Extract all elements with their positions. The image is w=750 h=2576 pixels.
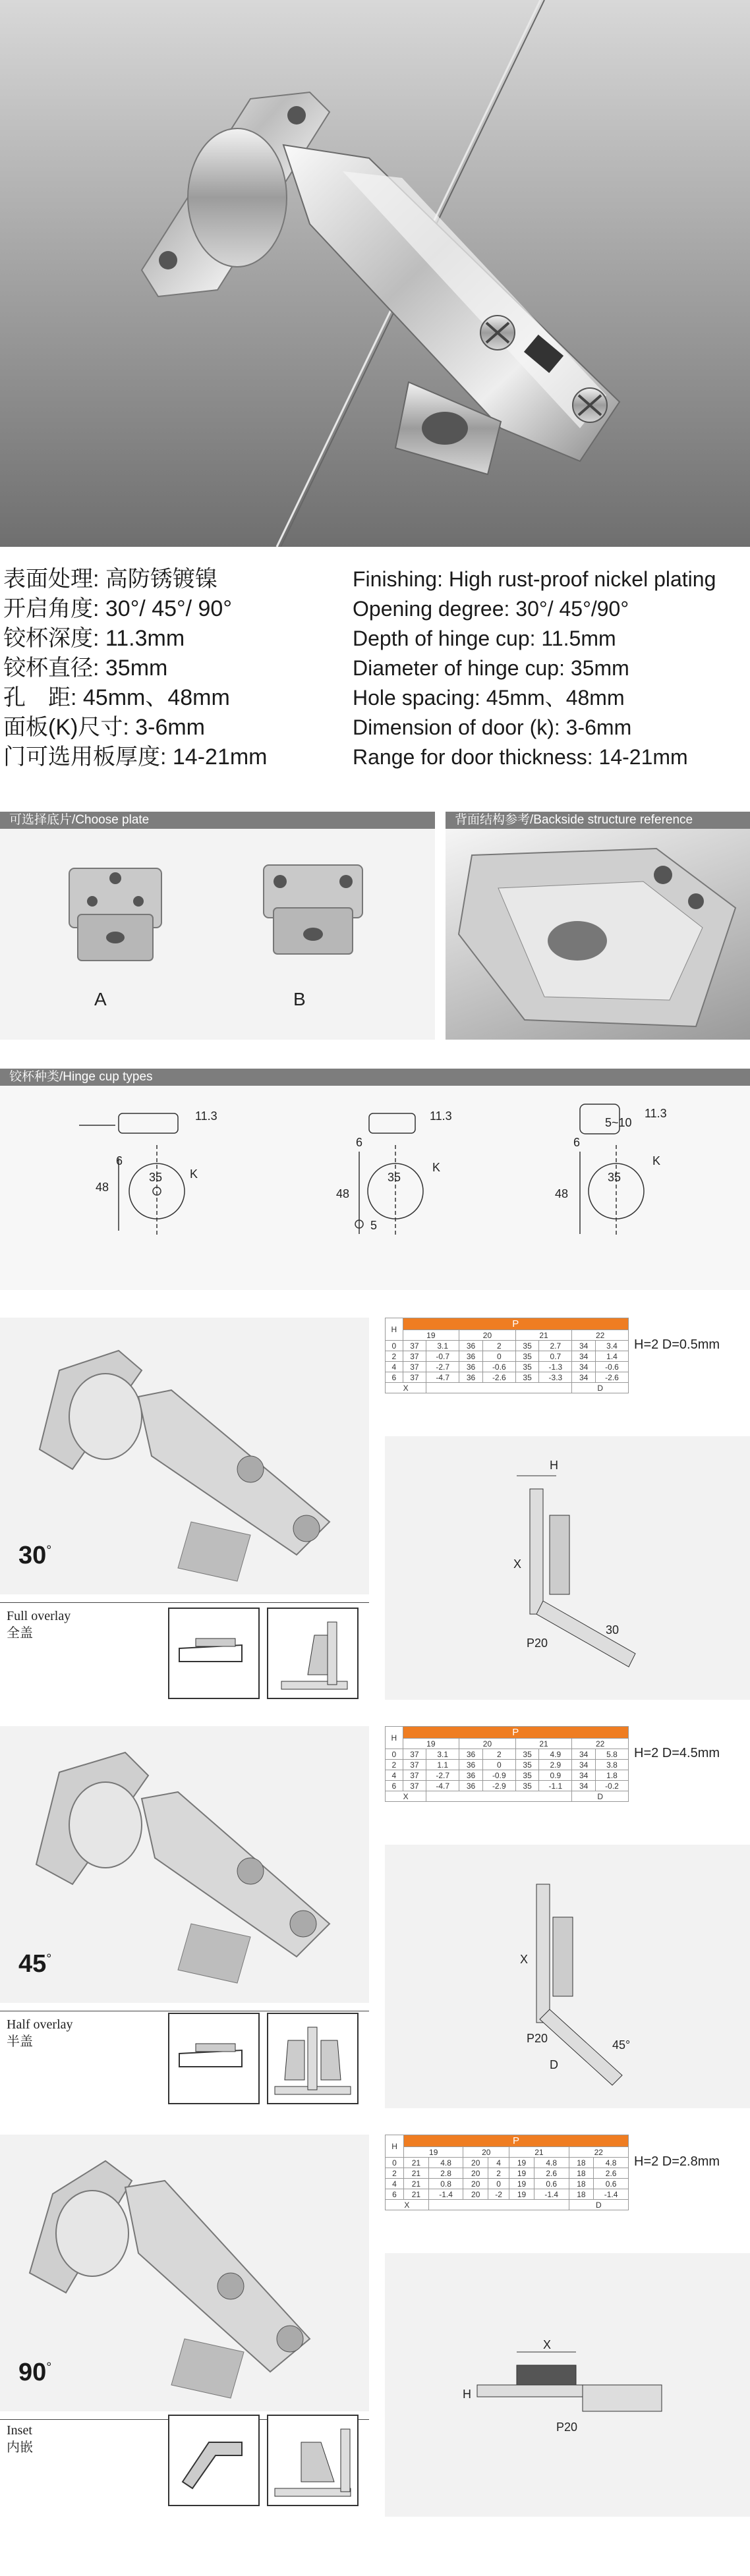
table-row: 0 21 4.8 20 4 19 4.8 18 4.8	[386, 2158, 629, 2168]
install-drawing-45	[385, 1845, 750, 2108]
section-bar-backside: 背面结构参考/Backside structure reference	[446, 812, 750, 829]
plate-illustrations	[0, 829, 435, 1040]
section-bar-choose-plate: 可选择底片/Choose plate	[0, 812, 435, 829]
th-d: D	[569, 2200, 628, 2210]
dim-35-b: 35	[388, 1171, 401, 1184]
overlay-diagram-1	[168, 1608, 260, 1699]
th-h: H	[386, 1727, 403, 1749]
dim-6-c: 6	[573, 1136, 581, 1149]
dim-48-a: 48	[96, 1181, 109, 1194]
divider	[0, 1602, 369, 1603]
th-h: H	[386, 2135, 404, 2158]
hinge-90-illustration	[0, 2135, 369, 2411]
table-row: 0 37 3.1 36 2 35 4.9 34 5.8	[386, 1749, 629, 1760]
table-row: 4 37 -2.7 36 -0.9 35 0.9 34 1.8	[386, 1770, 629, 1781]
svg-text:30: 30	[606, 1623, 620, 1637]
install-drawing-90-svg	[385, 2253, 750, 2517]
th-x: X	[386, 1791, 426, 1802]
angle-90-label: 90°	[18, 2359, 52, 2386]
dim-11-3-b: 11.3	[430, 1109, 452, 1123]
spec-en-line: Finishing: High rust-proof nickel plating	[353, 567, 716, 591]
table-row: 6 37 -4.7 36 -2.9 35 -1.1 34 -0.2	[386, 1781, 629, 1791]
dim-11-3-c: 11.3	[645, 1107, 667, 1120]
th-p: P	[403, 1727, 628, 1739]
hinge-hero-illustration	[0, 0, 750, 547]
hd-note-45: H=2 D=4.5mm	[634, 1746, 720, 1760]
th-d: D	[572, 1383, 629, 1393]
table-row: 2 21 2.8 20 2 19 2.6 18 2.6	[386, 2168, 629, 2179]
svg-text:X: X	[543, 2338, 552, 2351]
overlay-diagram-2	[267, 2415, 359, 2506]
install-drawing-45-svg	[385, 1845, 750, 2108]
p-table-90: H P 19 20 21 22 0 21 4.8 20 4 19 4.8 18 4.8 2 21 2.8 20 2 19 2.6 18 2.6 4 21 0.8 20 0 19 0.6 18 0.6 6 21 -1.4 20 -2 19 -1.4 18 -1.4 X D	[385, 2135, 629, 2210]
overlay-cn: 半盖	[7, 2034, 33, 2049]
p-table-45: H P 19 20 21 22 0 37 3.1 36 2 35 4.9 34 5.8 2 37 1.1 36 0 35 2.9 34 3.8 4 37 -2.7 36 -0.9 35 0.9 34 1.8 6 37 -4.7 36 -2.9 35 -1.1 34 -0.2 X D	[385, 1726, 629, 1802]
spec-cn-line: 门可选用板厚度: 14-21mm	[3, 744, 268, 770]
cup-type-1	[79, 1113, 185, 1237]
svg-text:H: H	[550, 1459, 558, 1472]
p-table-30: H P 19 20 21 22 0 37 3.1 36 2 35 2.7 34 3.4 2 37 -0.7 36 0 35 0.7 34 1.4 4 37 -2.7 36 -0.6 35 -1.3 34 -0.6 6 37 -4.7 36 -2.6 35 -3.3 34 -2.6 X D	[385, 1318, 629, 1393]
cup-types-panel	[0, 1086, 750, 1290]
overlay-en: Full overlay	[7, 1609, 71, 1623]
specs-english	[353, 565, 748, 782]
hero-product-photo	[0, 0, 750, 547]
dim-k-b: K	[432, 1161, 441, 1174]
plate-a-icon	[69, 868, 161, 961]
spec-cn-line: 铰杯直径: 35mm	[3, 656, 168, 681]
spec-en-line: Opening degree: 30°/ 45°/90°	[353, 597, 629, 621]
model-90-table-area	[385, 2135, 629, 2253]
spec-cn-line: 表面处理: 高防锈镀镍	[3, 567, 217, 592]
table-row: 0 37 3.1 36 2 35 2.7 34 3.4	[386, 1341, 629, 1351]
th-x: X	[386, 2200, 429, 2210]
spec-en-line: Range for door thickness: 14-21mm	[353, 745, 688, 769]
overlay-diagram-2	[267, 2013, 359, 2104]
svg-text:P20: P20	[527, 2032, 548, 2045]
hd-note-30: H=2 D=0.5mm	[634, 1337, 720, 1352]
overlay-cn: 全盖	[7, 1626, 33, 1640]
overlay-cn: 内嵌	[7, 2440, 33, 2455]
th-d: D	[572, 1791, 629, 1802]
dim-48-c: 48	[555, 1187, 569, 1200]
plate-b-label: B	[293, 989, 306, 1009]
dim-11-3-a: 11.3	[195, 1109, 217, 1123]
spec-en-line: Hole spacing: 45mm、48mm	[353, 686, 625, 710]
th-p: P	[403, 1318, 628, 1330]
th-h: H	[386, 1318, 403, 1341]
model-90-photo	[0, 2135, 369, 2411]
install-drawing-30-svg	[385, 1436, 750, 1700]
dim-5-10-c: 5~10	[605, 1116, 632, 1129]
hinge-30-illustration	[0, 1318, 369, 1594]
dim-k-a: K	[190, 1167, 198, 1181]
dim-48-b: 48	[336, 1187, 350, 1200]
spec-en-line: Diameter of hinge cup: 35mm	[353, 656, 629, 680]
svg-text:P20: P20	[527, 1637, 548, 1650]
section-bar-cup-types: 铰杯种类/Hinge cup types	[0, 1069, 750, 1086]
choose-plate-panel	[0, 829, 435, 1040]
overlay-en: Half overlay	[7, 2017, 73, 2032]
model-30-photo	[0, 1318, 369, 1594]
spec-cn-line: 开启角度: 30°/ 45°/ 90°	[3, 596, 232, 621]
backside-photo	[446, 829, 750, 1040]
table-row: 2 37 -0.7 36 0 35 0.7 34 1.4	[386, 1351, 629, 1362]
dim-5-b: 5	[370, 1219, 378, 1232]
plate-b-icon	[264, 865, 362, 954]
overlay-type-30	[7, 1608, 71, 1642]
spec-cn-line: 孔 距: 45mm、48mm	[3, 685, 230, 710]
svg-text:P20: P20	[556, 2421, 578, 2434]
table-row: 4 21 0.8 20 0 19 0.6 18 0.6	[386, 2179, 629, 2189]
th-p: P	[404, 2135, 629, 2147]
spec-en-line: Depth of hinge cup: 11.5mm	[353, 627, 616, 650]
model-45-table-area	[385, 1726, 629, 1845]
svg-text:D: D	[550, 2058, 558, 2071]
table-row: 6 37 -4.7 36 -2.6 35 -3.3 34 -2.6	[386, 1372, 629, 1383]
dim-k-c: K	[652, 1154, 661, 1167]
model-45-photo	[0, 1726, 369, 2003]
overlay-type-90	[7, 2422, 33, 2456]
model-30-table-area	[385, 1318, 629, 1436]
overlay-diagram-1	[168, 2013, 260, 2104]
dim-6-b: 6	[356, 1136, 363, 1149]
hinge-45-illustration	[0, 1726, 369, 2003]
svg-text:X: X	[513, 1557, 522, 1571]
overlay-type-45	[7, 2016, 73, 2050]
svg-text:X: X	[520, 1953, 529, 1966]
svg-text:45°: 45°	[612, 2038, 631, 2052]
hd-note-90: H=2 D=2.8mm	[634, 2154, 720, 2169]
overlay-en: Inset	[7, 2423, 32, 2438]
spec-en-line: Dimension of door (k): 3-6mm	[353, 715, 632, 739]
overlay-diagram-1	[168, 2415, 260, 2506]
svg-text:H: H	[463, 2388, 471, 2401]
angle-30-label: 30°	[18, 1542, 52, 1569]
th-x: X	[386, 1383, 426, 1393]
backside-hinge-illustration	[446, 829, 750, 1040]
table-row: 6 21 -1.4 20 -2 19 -1.4 18 -1.4	[386, 2189, 629, 2200]
install-drawing-90	[385, 2253, 750, 2517]
spec-cn-line: 铰杯深度: 11.3mm	[3, 626, 185, 651]
table-row: 2 37 1.1 36 0 35 2.9 34 3.8	[386, 1760, 629, 1770]
dim-6-a: 6	[116, 1154, 123, 1167]
overlay-diagram-2	[267, 1608, 359, 1699]
plate-a-label: A	[94, 989, 107, 1009]
angle-45-label: 45°	[18, 1950, 52, 1978]
specs-chinese	[3, 565, 346, 782]
spec-cn-line: 面板(K)尺寸: 3-6mm	[3, 715, 205, 740]
cup-types-drawings	[0, 1086, 750, 1290]
dim-35-a: 35	[149, 1171, 163, 1184]
install-drawing-30	[385, 1436, 750, 1700]
dim-35-c: 35	[608, 1171, 621, 1184]
table-row: 4 37 -2.7 36 -0.6 35 -1.3 34 -0.6	[386, 1362, 629, 1372]
